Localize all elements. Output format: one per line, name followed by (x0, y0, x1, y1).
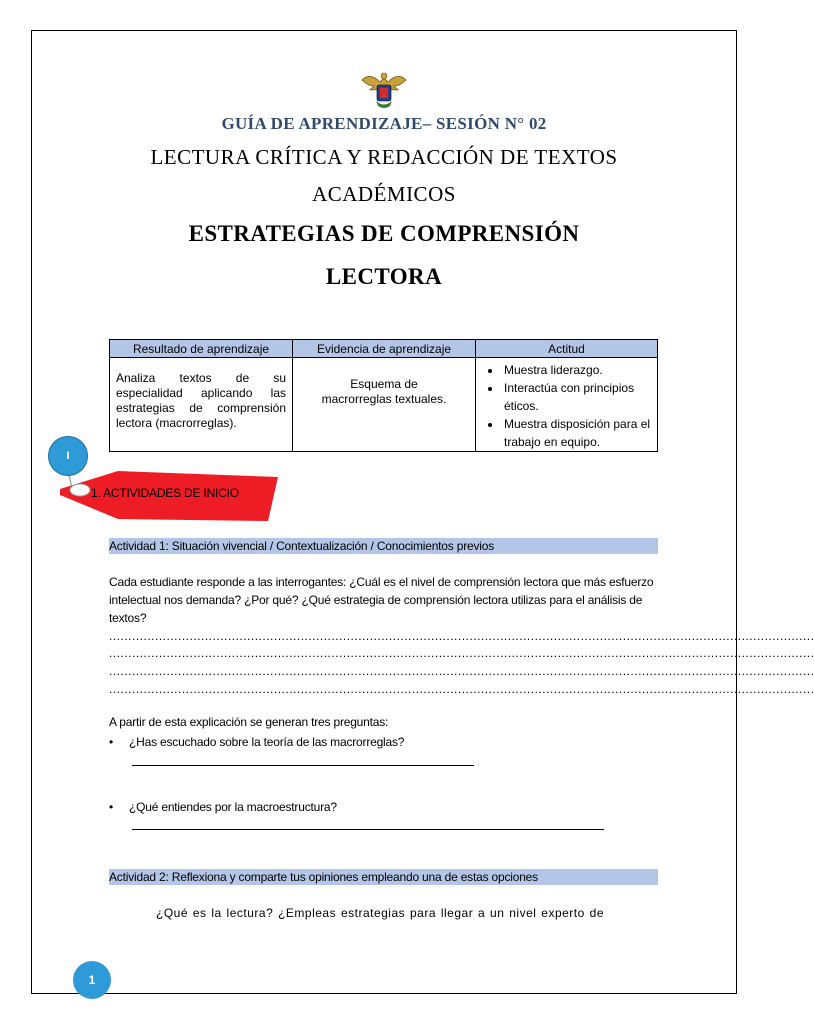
answer-dots-line: ........................................................................................................................................................................................ (109, 664, 814, 678)
answer-dots-line: ........................................................................................................................................................................................ (109, 682, 814, 696)
course-title-line1: LECTURA CRÍTICA Y REDACCIÓN DE TEXTOS (150, 145, 618, 169)
answer-line-2 (132, 829, 604, 830)
university-crest-logo (358, 70, 410, 110)
course-title-line2: ACADÉMICOS (312, 182, 456, 206)
topic-title-line1: ESTRATEGIAS DE COMPRENSIÓN (188, 221, 580, 246)
activity2-text: ¿Qué es la lectura? ¿Empleas estrategias para llegar a un nivel experto de (156, 906, 604, 920)
bullet-icon: • (109, 735, 114, 749)
list-item: • Muestra liderazgo. (502, 361, 657, 379)
section-title: 1. ACTIVIDADES DE INICIO (91, 486, 239, 500)
attitude-list (476, 358, 657, 451)
list-item: • Muestra disposición para el trabajo en equipo. (502, 415, 657, 451)
list-item: • Interactúa con principios éticos. (502, 379, 657, 415)
cell-attitude (476, 358, 658, 452)
topic-title-line2: LECTORA (325, 264, 443, 289)
activity1-question: Cada estudiante responde a las interrogantes: ¿Cuál es el nivel de comprensión lectora que más esfuerzo intelectual nos demanda? ¿Por qué? ¿Qué estrategia de comprensión lectora utilizas para el análisis de textos? (109, 575, 654, 625)
cell-evidence (293, 358, 476, 452)
question-1 (109, 735, 404, 749)
cell-result: Analiza textos de su especialidad aplicando las estrategias de comprensión lectora (macrorreglas). (110, 358, 293, 452)
section-badge: I (48, 436, 88, 476)
bullet-icon: • (109, 800, 114, 814)
activity2-title: Actividad 2: Reflexiona y comparte tus opiniones empleando una de estas opciones (109, 869, 658, 885)
table-header-row (110, 340, 658, 358)
competency-table (109, 339, 658, 452)
page-number-badge: 1 (73, 961, 111, 999)
answer-dots-line: ........................................................................................................................................................................................ (109, 646, 814, 660)
question-2-text: ¿Qué entiendes por la macroestructura? (129, 800, 337, 814)
questions-intro: A partir de esta explicación se generan tres preguntas: (109, 715, 389, 729)
activity1-title: Actividad 1: Situación vivencial / Contextualización / Conocimientos previos (109, 538, 658, 554)
evidence-text: Esquema de macrorreglas textuales. (321, 377, 447, 406)
header-attitude: Actitud (476, 340, 658, 358)
table-row (110, 358, 658, 452)
question-2 (109, 800, 337, 814)
answer-line-1 (132, 765, 474, 766)
answer-dots-line: ........................................................................................................................................................................................ (109, 629, 814, 643)
header-evidence: Evidencia de aprendizaje (293, 340, 476, 358)
header-result: Resultado de aprendizaje (110, 340, 293, 358)
question-1-text: ¿Has escuchado sobre la teoría de las macrorreglas? (129, 735, 405, 749)
guide-title: GUÍA DE APRENDIZAJE– SESIÓN N° 02 (221, 114, 547, 133)
